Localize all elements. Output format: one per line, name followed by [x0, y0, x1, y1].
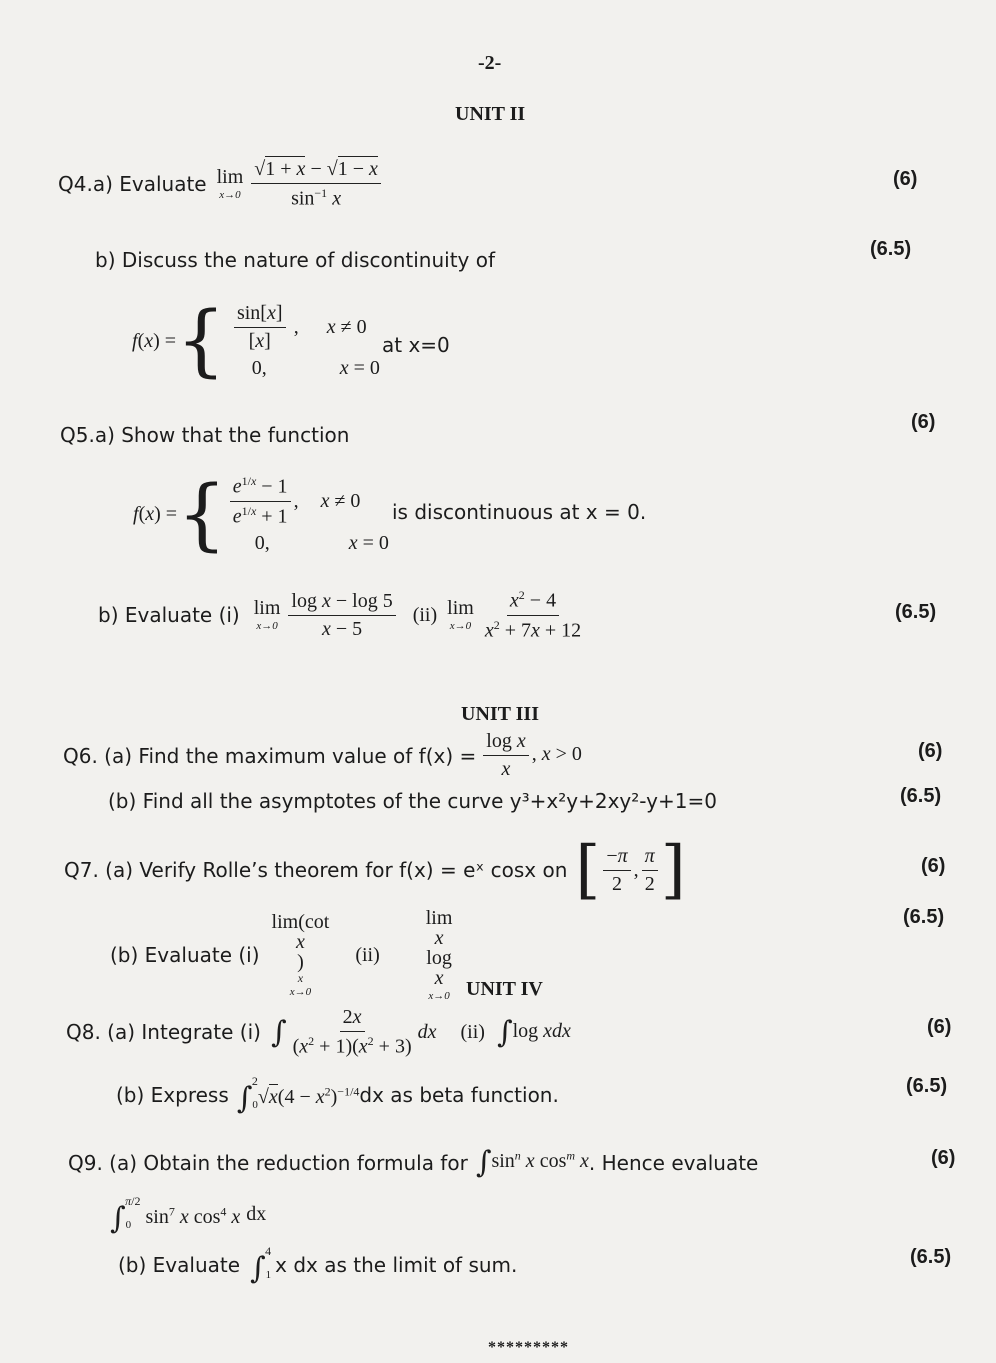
q4a-expression: lim x→0 $\frac{√1 + x - √1 - x}{\sin^{-1} x}$: [217, 158, 384, 211]
unit-2-heading: UNIT II: [455, 103, 526, 125]
q9a-line2: [110, 1194, 266, 1236]
footer-stars: *********: [488, 1339, 569, 1356]
q9b-marks: (6.5): [910, 1246, 952, 1268]
unit-4-heading: UNIT IV: [466, 978, 543, 1000]
q9b-label: (b) Evaluate: [118, 1252, 241, 1277]
unit-3-heading: UNIT III: [461, 703, 539, 725]
q5b-expression-i: lim x→0 $\frac{\text{log x − log 5}}{x - 5}$: [254, 590, 399, 641]
q4a-marks: (6): [893, 168, 918, 190]
q7b-marks: (6.5): [903, 906, 945, 928]
q8b-expression: $\int_0^2√x(4 - x^2)^{-1/4}$: [236, 1074, 360, 1116]
q9b: [118, 1244, 517, 1286]
q7b-expression-ii: lim x log x x→0: [425, 907, 453, 1002]
q5b: [98, 588, 587, 642]
q6b-marks: (6.5): [900, 785, 942, 807]
q4b-marks: (6.5): [870, 238, 912, 260]
q6a: [63, 730, 582, 781]
q7b-expression-i: lim(cot x ) x x→0: [271, 911, 330, 998]
page-number: -2-: [478, 52, 502, 74]
q5a-tail: is discontinuous at x = 0.: [392, 500, 647, 524]
q4a-label: Q4.a) Evaluate: [58, 172, 207, 197]
q9a-expression: $\int\sin^n$ x $\cos^m x$: [475, 1145, 589, 1180]
q6a-label: Q6. (a) Find the maximum value of f(x) =: [63, 743, 477, 768]
q6b-text: (b) Find all the asymptotes of the curve y³+x²y+2xy²-y+1=0: [108, 789, 717, 813]
q8a-expression-ii: ∫log xdx: [496, 1014, 571, 1050]
q8b-tail: dx as beta function.: [359, 1082, 559, 1107]
q8a: [66, 1006, 571, 1059]
q9a-definite-integral: $\int_0^{\pi/2}$ $\sin^7 x$ $\cos^4 x$: [110, 1194, 241, 1236]
q8b-label: (b) Express: [116, 1082, 229, 1107]
q8a-ii-label: (ii): [460, 1020, 485, 1043]
q9a: [68, 1145, 758, 1180]
q5a-marks: (6): [911, 411, 936, 433]
q5b-ii-label: (ii): [412, 603, 438, 626]
q4a: [58, 158, 384, 211]
q6a-marks: (6): [918, 740, 943, 762]
q6a-expression: $\frac{\text{log x}}{x}$ , x > 0: [480, 730, 582, 781]
q4b-function: f(x) = { $\frac{\sin[x]}{[x]}$ , x ≠ 0 0, x = 0: [132, 296, 380, 386]
q8a-label: Q8. (a) Integrate (i): [66, 1020, 261, 1045]
q9a-label: Q9. (a) Obtain the reduction formula for: [68, 1150, 468, 1175]
q8a-expression-i: ∫ $\frac{2x}{(x^2 + 1)(x^2 + 3)}$ dx: [270, 1006, 437, 1058]
q9b-integral: $\int_1^4$: [250, 1244, 272, 1286]
q9a-marks: (6): [931, 1147, 956, 1169]
q5b-label: b) Evaluate (i): [98, 603, 240, 628]
q7b-label: (b) Evaluate (i): [110, 943, 260, 967]
q9a-line2-tail: dx: [246, 1203, 267, 1226]
q8b: [116, 1074, 559, 1116]
q5b-expression-ii: lim x→0 $\frac{x^2 - 4}{x^2 + 7x + 12}$: [447, 588, 582, 642]
q7a-marks: (6): [921, 855, 946, 877]
q8b-marks: (6.5): [906, 1075, 948, 1097]
q4b-at: at x=0: [382, 333, 450, 357]
q7a-interval: [ $\frac{-\pi}{2}$ , $\frac{\pi}{2}$ ]: [575, 833, 686, 907]
q5b-marks: (6.5): [895, 601, 937, 623]
q5a-label: Q5.a) Show that the function: [60, 423, 350, 447]
q9a-tail: . Hence evaluate: [588, 1150, 759, 1175]
q4b-label: b) Discuss the nature of discontinuity of: [95, 248, 496, 272]
q7a-label: Q7. (a) Verify Rolle’s theorem for f(x) = eˣ cosx on: [64, 858, 568, 882]
q7b-ii-label: (ii): [355, 943, 380, 966]
q5a-function: f(x) = { $\frac{e^{1/x} - 1}{e^{1/x} + 1}$ , x ≠ 0 0, x = 0: [133, 469, 389, 560]
q7b: [110, 908, 452, 1002]
q8a-marks: (6): [927, 1016, 952, 1038]
q7a: [64, 833, 686, 907]
q9b-tail: x dx as the limit of sum.: [275, 1252, 518, 1277]
